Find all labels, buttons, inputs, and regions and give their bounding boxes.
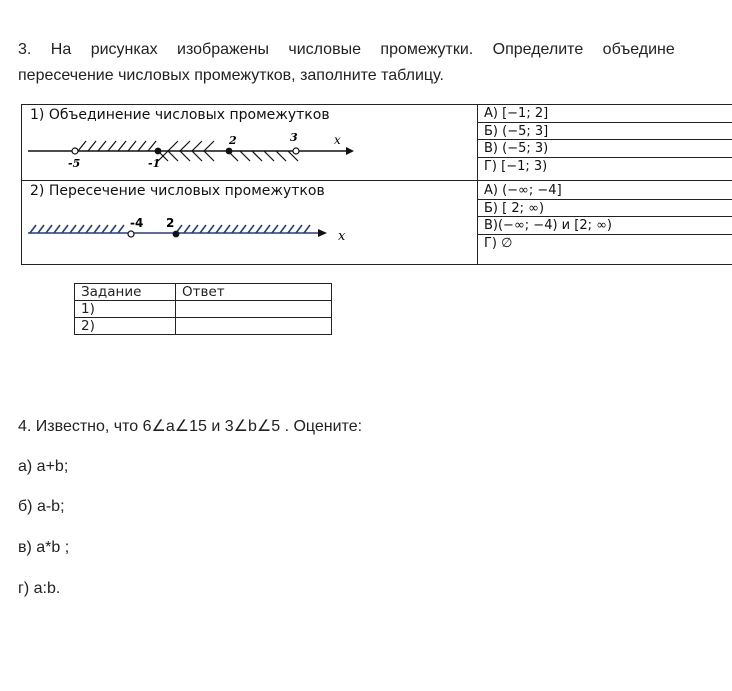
label-2: 2 bbox=[229, 134, 237, 147]
row-task: 1) bbox=[75, 301, 176, 318]
point-filled-2 bbox=[226, 148, 233, 155]
intersection-option-a: А) (−∞; −4] bbox=[478, 182, 732, 200]
label-minus5: -5 bbox=[68, 157, 81, 169]
task4-item-b: б) a-b; bbox=[18, 498, 65, 515]
task3-line1: 3. На рисунках изображены числовые промежутки. Определите объедине bbox=[18, 41, 675, 58]
axis-arrow bbox=[346, 147, 354, 155]
label-minus4: -4 bbox=[130, 216, 144, 230]
intersection-hatch-left bbox=[30, 225, 124, 233]
row-answer-input[interactable] bbox=[176, 301, 332, 318]
header-answer: Ответ bbox=[176, 284, 332, 301]
union-title: 1) Объединение числовых промежутков bbox=[30, 107, 330, 123]
union-option-a: А) [−1; 2] bbox=[478, 105, 732, 123]
union-option-b: Б) (−5; 3] bbox=[478, 123, 732, 141]
task3-text bbox=[18, 37, 732, 89]
row-answer-input[interactable] bbox=[176, 318, 332, 335]
intervals-table bbox=[21, 104, 732, 265]
point-filled-minus1 bbox=[155, 148, 162, 155]
intersection-option-v: В)(−∞; −4) и [2; ∞) bbox=[478, 217, 732, 235]
table-row bbox=[75, 318, 332, 335]
union-hatch-1 bbox=[78, 141, 156, 151]
task4-statement: 4. Известно, что 6∠a∠15 и 3∠b∠5 . Оцените: bbox=[18, 418, 363, 435]
header-task: Задание bbox=[75, 284, 176, 301]
task4-item-v: в) a*b ; bbox=[18, 539, 70, 556]
table-row bbox=[75, 301, 332, 318]
intersection-option-b: Б) [ 2; ∞) bbox=[478, 200, 732, 218]
point-open-minus4 bbox=[128, 231, 134, 237]
label-3: 3 bbox=[290, 131, 298, 144]
union-number-line bbox=[28, 129, 360, 169]
answer-table-header bbox=[75, 284, 332, 301]
point-filled-2 bbox=[173, 231, 180, 238]
point-open-minus5 bbox=[72, 148, 78, 154]
label-x: x bbox=[334, 133, 341, 147]
task4-item-a: а) a+b; bbox=[18, 458, 69, 475]
intersection-number-line bbox=[28, 213, 360, 247]
point-open-3 bbox=[293, 148, 299, 154]
row-task: 2) bbox=[75, 318, 176, 335]
label-2: 2 bbox=[166, 216, 175, 230]
union-option-g: Г) [−1; 3) bbox=[484, 158, 548, 174]
axis-arrow bbox=[318, 229, 327, 237]
intersection-hatch-right bbox=[176, 225, 310, 233]
task3-line2: пересечение числовых промежутков, заполните таблицу. bbox=[18, 67, 444, 84]
label-x: x bbox=[338, 229, 346, 244]
intersection-options bbox=[478, 182, 732, 252]
union-options bbox=[478, 105, 732, 175]
intersection-option-g: Г) ∅ bbox=[484, 235, 513, 251]
table-horizontal-divider bbox=[22, 180, 732, 181]
union-option-v: В) (−5; 3) bbox=[478, 140, 732, 158]
task4-item-g: г) a:b. bbox=[18, 580, 61, 597]
intersection-title: 2) Пересечение числовых промежутков bbox=[30, 183, 325, 199]
label-minus1: -1 bbox=[148, 157, 161, 169]
answer-table bbox=[74, 283, 332, 335]
